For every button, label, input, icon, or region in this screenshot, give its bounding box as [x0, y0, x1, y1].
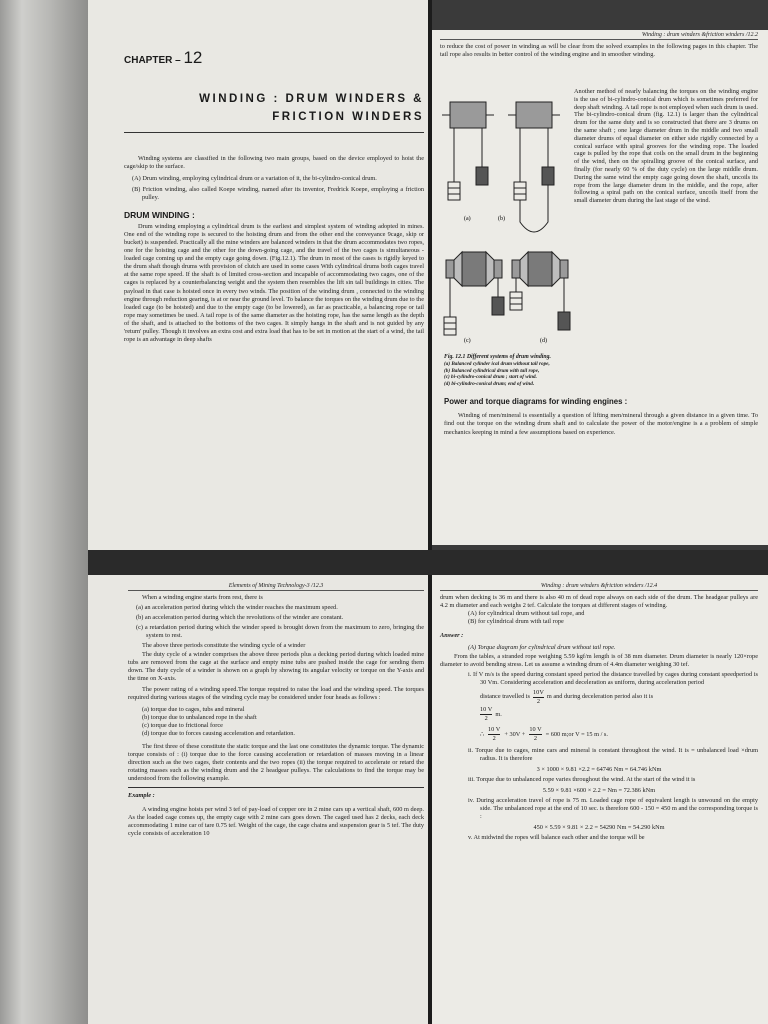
distance-text: distance travelled is	[480, 693, 531, 701]
drum-winding-figure	[442, 92, 572, 352]
fraction-denominator: 2	[536, 698, 541, 706]
step-v: v. At midwind the ropes will balance each other and the torque will be	[468, 834, 645, 842]
top-paragraph: to reduce the cost of power in winding as will be clear from the solved examples in the following pages in this chapter. The tail rope also results in better control of the winding engine and in smoother winding.	[440, 43, 758, 59]
answer-heading: Answer :	[440, 632, 464, 640]
figure-label-c: (c)	[464, 338, 471, 344]
figure-label-d: (d)	[540, 338, 547, 344]
speed-equation	[440, 726, 758, 743]
chapter-label: CHAPTER –	[124, 55, 181, 66]
rope-paragraph: From the tables, a stranded rope weighing 5.59 kgf/m length is of 38 mm diameter. Drum diameter is nearly 120×rope diameter to avoid bending stress. Let us assume a winding drum of 4.4m diameter weighing 30 tef.	[440, 652, 758, 668]
eq-left-denominator: 2	[492, 735, 496, 743]
therefore-symbol: ∴	[480, 730, 485, 738]
step-i: i. If V m/s is the speed during constant speed period the distance travelled by cages during constant speedperiod is 30 Vm. Considering acceleration and deceleration as uniform, during acceleration period	[468, 670, 758, 686]
step-ii: ii. Torque due to cages, mine cars and mineral is constant throughout the wind. It is = unbalanced load ×drum radius. It is therefore	[468, 746, 758, 762]
step-iii-equation: 5.59 × 9.81 ×600 × 2.2 = Nm = 72.386 kNm	[542, 786, 656, 794]
period-c: (c) a retardation period during which the winder speed is brought down from the maximum to zero, bringing the system to rest.	[136, 624, 424, 640]
figure-caption-d: (d) bi-cylindro-conical drum; end of wind.	[444, 380, 535, 387]
fraction2	[480, 706, 492, 723]
fraction-numerator: 10V	[533, 689, 544, 698]
chapter-number: 12	[183, 48, 203, 67]
eq-result: = 600 m;or V = 15 m / s.	[545, 730, 608, 738]
chapter-title-line-2: FRICTION WINDERS	[272, 111, 424, 123]
eq-fraction-left	[488, 726, 500, 743]
drum-a-cylinder	[442, 102, 494, 200]
paragraph-3: The power rating of a winding speed.The torque required to raise the load and the winding speed. The torques required during various stages of the winding cycle may be considered under four heads as follows :	[128, 685, 424, 702]
step-iii: iii. Torque due to unbalanced rope varies throughout the wind. At the start of the wind it is	[468, 775, 696, 783]
drum-d-bicylindro-conical	[510, 252, 570, 330]
list-item-b: (B) Friction winding, also called Koepe winding, named after its inventor, Fredrick Koepe, employing a friction pulley.	[132, 185, 424, 201]
intro-paragraph: Winding systems are classified in the following two main groups, based on the device employed to hoist the cage/skip to the surface.	[124, 155, 424, 171]
torque-head-c: (c) torque due to frictional force	[142, 722, 223, 730]
running-header: Winding : drum winders &friction winders /12.2	[440, 32, 758, 40]
drum-b-cylinder-tail-rope	[508, 102, 560, 232]
power-torque-heading: Power and torque diagrams for winding engines :	[444, 397, 628, 407]
example-rule	[128, 787, 424, 788]
figure-label-a: (a)	[464, 216, 471, 222]
unit-m: m.	[495, 710, 502, 718]
list-item-a: (A) Drum winding, employing cylindrical drum or a variation of it, the bi-cylindro-conical drum.	[132, 175, 377, 183]
paragraph-2: The duty cycle of a winder comprises the above three periods plus a decking period during which loaded mine tubs are removed from the cage at the surface and empty mine tubs are pushed inside the cage for sending them down. The duty cycle of a winder is shown on a graph by showing its angular velocity or torque on the Y-axis and the time on X-axis.	[128, 650, 424, 682]
chapter-heading	[124, 48, 424, 68]
power-torque-body: Winding of men/mineral is essentially a question of lifting men/mineral through a given distance in a given time. To find out the torque on the winding drum shaft and to calculate the power of the motor/engine is a a problem of simple mechanics keeping in mind a few assumptions based on experience.	[444, 412, 758, 436]
period-a: (a) an acceleration period during which the winder reaches the maximum speed.	[136, 604, 338, 612]
running-header: Winding : drum winders &friction winders /12.4	[440, 583, 758, 591]
torque-head-d: (d) torque due to forces causing acceleration and retardation.	[142, 730, 295, 738]
book-binding-shadow	[0, 0, 88, 1024]
drum-c-bicylindro-conical	[444, 252, 504, 335]
fraction-line	[440, 706, 758, 723]
figure-caption-a: (a) Balanced cylinder ical drum without tail rope,	[444, 361, 550, 367]
bicylindro-paragraph: Another method of nearly balancing the torques on the winding engine is the use of bi-cylindro-conical drum which is sometimes preferred for deep shaft winding. A tail rope is not employed when such drum is used. The bi-cylindro-conical drum (fig. 12.1) is larger than the cylindrical drum for the same duty and is so constructed that there are 3 drums on the same shaft ; one large diameter drum in the middle and two small diameter drums of equal diameter on either side rigidly connected by a conical surface with spiral grooves for the winding rope. The loaded cage is pulled by the rope that coils on the small drum in the beginning of the wind, then on the spiralling groove of the conical surface, and finally (for nearly 60 % of the duty cycle) on the large middle drum. During the same wind the empty cage going down the shaft, uncoils its rope from the large diameter drum in the middle, and the rope, after following a spiral path on the conical surface, uncoils itself from the small diameter drum during the last stage of the wind.	[574, 88, 758, 205]
case-a: (A) for cylindrical drum without tail rope, and	[468, 610, 585, 618]
page-12-1	[88, 0, 428, 550]
eq-middle: + 30V +	[504, 730, 526, 738]
figure-caption-title: Fig. 12.1 Different systems of drum winding.	[444, 354, 551, 360]
page-12-2	[432, 30, 768, 545]
eq-fraction-right	[529, 726, 541, 743]
top-paragraph: drum when decking is 36 m and there is also 40 m of dead rope always on each side of the drum. The headgear pulleys are 4.2 m diameter and each weighs 2 tef. Calculate the torques at different stages of winding.	[440, 594, 758, 610]
drum-winding-heading: DRUM WINDING :	[124, 209, 195, 220]
step-iv: iv. During acceleration travel of rope is 75 m. Loaded cage rope of equivalent length is unwound on the empty side. The unbalanced rope at the end of 10 sec. is therefore 600 - 150 = 450 m and the corresponding torque is :	[468, 796, 758, 820]
page-gap	[88, 550, 768, 575]
torque-head-b: (b) torque due to unbalanced rope in the shaft	[142, 714, 257, 722]
lead-line: When a winding engine starts from rest, there is	[142, 594, 263, 601]
paragraph-4: The first three of these constitute the static torque and the last one constitutes the dynamic torque. The dynamic torque consists of : (i) torque due to the force causing acceleration or retardation of masses moving in a linear direction such as the two cages, their contents and the two ropes (ii) the torque required to accelerate or retard the rotating masses such as the winding drum and the 2 headgear pulleys. The calculations to find the torque may be understood from the following example.	[128, 742, 424, 782]
fraction-10v-over-2	[533, 689, 544, 706]
chapter-title-line-1: WINDING : DRUM WINDERS &	[199, 93, 424, 105]
distance-equation	[440, 689, 758, 706]
figure-caption-c: (c) bi-cylindro-conical drum ; start of wind.	[444, 374, 537, 381]
figure-label-b: (b)	[498, 216, 505, 222]
distance-tail: m and during deceleration period also it is	[546, 693, 654, 701]
figure-caption-b: (b) Balanced cylindrical drum with tail rope,	[444, 367, 540, 374]
page-12-4	[432, 575, 768, 1024]
example-heading: Example :	[128, 791, 155, 799]
running-header: Elements of Mining Technology-3 /12.3	[128, 583, 424, 591]
step-ii-equation: 3 × 1000 × 9.81 ×2.2 = 64746 Nm = 64.746 kNm	[536, 765, 662, 773]
drum-winding-body: Drum winding employing a cylindrical drum is the earliest and simplest system of winding adopted in mines. One end of the winding rope is secured to the hoisting drum and from the other end the conveyance 9cage, skip or bucket) is suspended. Practically all the mine winders are balanced winders in that the drum accommodates two ropes, one for the hoisting cage and the other for the down-going cage, and the travel of the two cages is simultaneous - loaded cage coming up and the empty cage going down. (Fig.12.1). The drum in most of the cases is rigidly keyed to the drum shaft though drums with provision of clutch are used in some cases With cylindrical drums both cages travel at the same rope speed. If the shaft is of limited cross-section and incapable of accommodating two cages, one of the cages is replaced by a counterbalancing weight and the system then resembles the lift sin tall buildings in cities. The payload in that case is hoisted once in every two winds. The position of the winding drum , connected to the winding engine through reduction gearing, is at or near the ground level. To balance the torques on the winding drum due to the loaded cage (to be hoisted) and due to the empty cage (to be lowered), as far as practicable, a balancing rope or tail rope may sometimes be used. A tail rope is of the same diameter as the hoisting rope, has the same length as the depth of the shaft, and is attached to the bottoms of the two cages. It simply hangs in the shaft and is not guided by any 'return' pulley. Though it involves an extra cost and extra load that has to be set in motion at the start of a wind, the tail rope is an advantage in deep shafts	[124, 222, 424, 344]
eq-right-numerator: 10 V	[529, 726, 541, 735]
eq-left-numerator: 10 V	[488, 726, 500, 735]
period-b: (b) an acceleration period during which the revolutions of the winder are constant.	[136, 614, 344, 622]
chapter-title	[124, 90, 424, 126]
page-12-3	[88, 575, 428, 1024]
torque-head-a: (a) torque due to cages, tubs and mineral	[142, 706, 245, 714]
step-iv-equation: 450 × 5.59 × 9.81 × 2.2 = 54290 Nm = 54.290 kNm	[533, 824, 665, 832]
title-rule	[124, 132, 424, 133]
fraction2-numerator: 10 V	[480, 706, 492, 715]
example-body: A winding engine hoists per wind 3 tef of pay-load of copper ore in 2 mine cars up a vertical shaft, 600 m deep. As the loaded cage comes up, the empty cage with 2 mine cars goes down. The caged used has 2 decks, each deck accommodating 1 mine car of tare 0.75 tef. Weight of the cage, the cage chains and suspension gear is 5 tef. The duty cycle consists of acceleration 10	[128, 805, 424, 838]
sub-heading-a: (A) Torque diagram for cylindrical drum without tail rope.	[468, 644, 616, 652]
paragraph-1: The above three periods constitute the winding cycle of a winder	[142, 642, 306, 650]
eq-right-denominator: 2	[533, 735, 538, 743]
case-b: (B) for cylindrical drum with tail rope	[468, 618, 564, 626]
fraction2-denominator: 2	[484, 715, 488, 723]
